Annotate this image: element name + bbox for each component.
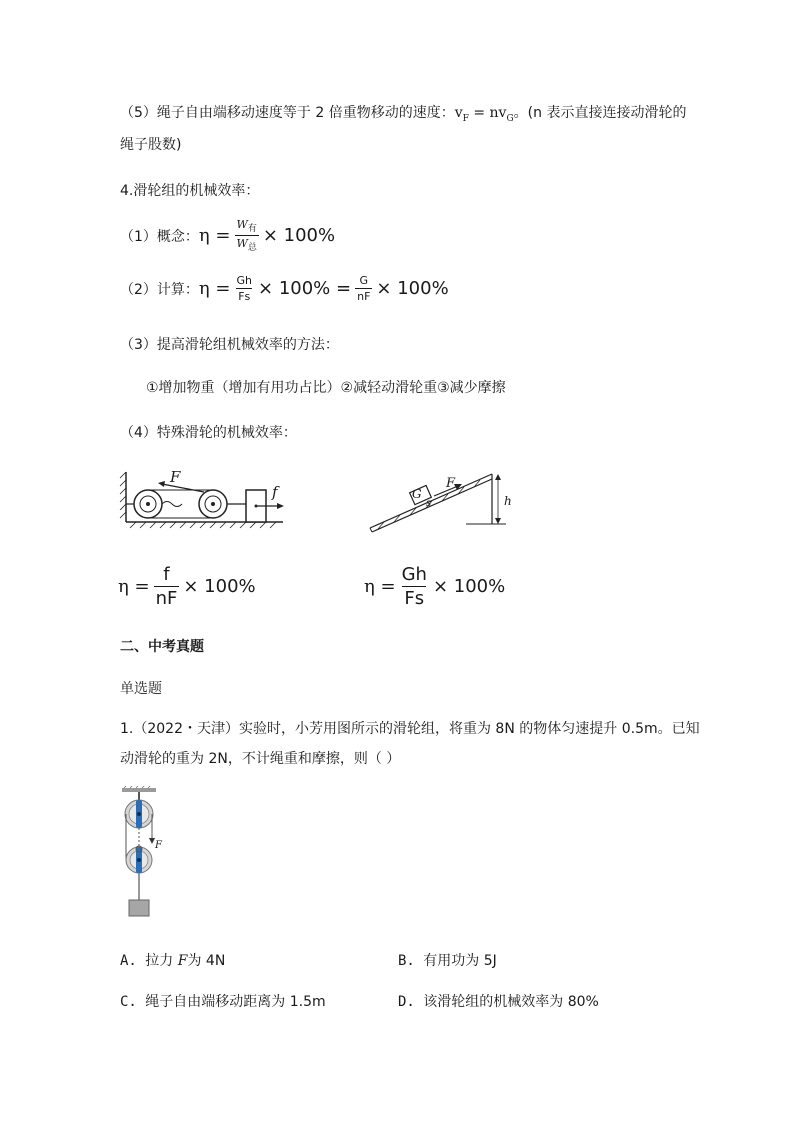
improve-label: （3）提高滑轮组机械效率的方法： [120,337,339,353]
calc-row [120,274,449,303]
inclined-plane-figure [366,466,516,536]
formula-incline: η = $\frac{Gh}{Fs}$ × 100% [364,564,506,609]
calc-fraction-2: $\frac{G}{nF}$ [357,274,371,303]
question-type-label: 单选题 [120,681,162,697]
weight-label-G: G [412,487,422,501]
friction-label-f: f [272,483,278,501]
calc-mid: × 100% = [258,278,352,299]
figure-force-label-F: F [155,840,162,851]
question-1-line1: 1.（2022・天津）实验时，小芳用图所示的滑轮组，将重为 8N 的物体匀速提升 0.5m。已知 [120,721,700,737]
concept-label: （1）概念： [120,228,199,245]
question-1-line2: 动滑轮的重为 2N，不计绳重和摩擦，则（ ） [120,751,401,767]
option-b-text: 有用功为 5J [423,953,497,969]
option-c-text: 绳子自由端移动距离为 1.5m [145,994,326,1010]
option-c[interactable] [120,991,326,1011]
option-b[interactable] [398,950,497,970]
option-a[interactable] [120,950,225,970]
option-a-text-post: 为 4N [187,953,226,969]
option-c-key: C. [120,994,137,1010]
concept-row [120,218,335,253]
improve-methods: ①增加物重（增加有用功占比）②减轻动滑轮重③减少摩擦 [146,380,506,396]
concept-tail: × 100% [262,225,336,247]
option-d-key: D. [398,994,415,1010]
pulley-group-figure [118,786,162,918]
calc-fraction-1: $\frac{Gh}{Fs}$ [236,274,253,303]
force-label-F: F [170,468,181,486]
concept-fraction: $\frac{W_有}{W_总}$ [236,218,257,254]
option-d[interactable] [398,991,599,1011]
velocity-paragraph-line2: 绳子股数) [120,137,182,153]
horizontal-pulley-figure [118,460,298,532]
calc-tail: × 100% [376,278,449,299]
section-4-title: 4.滑轮组的机械效率： [120,183,260,199]
eta-symbol: η = [198,278,231,299]
calc-label: （2）计算： [120,281,199,298]
option-a-italic: F [177,953,188,969]
special-label: （4）特殊滑轮的机械效率： [120,425,297,441]
force-label-F: F [446,476,456,491]
height-label-h: h [504,494,512,508]
formula-horizontal: η = $\frac{f}{nF}$ × 100% [118,564,256,609]
velocity-paragraph [120,102,686,124]
section-2-title: 二、中考真题 [120,639,204,655]
eta-symbol: η = [198,225,231,247]
distance-label-s: s [426,498,432,509]
option-d-text: 该滑轮组的机械效率为 80% [423,994,599,1010]
option-b-key: B. [398,953,415,969]
velocity-text: 绳子自由端移动速度等于 2 倍重物移动的速度： [156,105,455,121]
velocity-note: 。(n 表示直接连接动滑轮的 [513,105,687,121]
item-label: （5） [120,105,157,121]
option-a-text-pre: 拉力 [145,953,178,969]
option-a-key: A. [120,953,137,969]
velocity-formula: $v_F = nv_G$ [454,105,514,124]
